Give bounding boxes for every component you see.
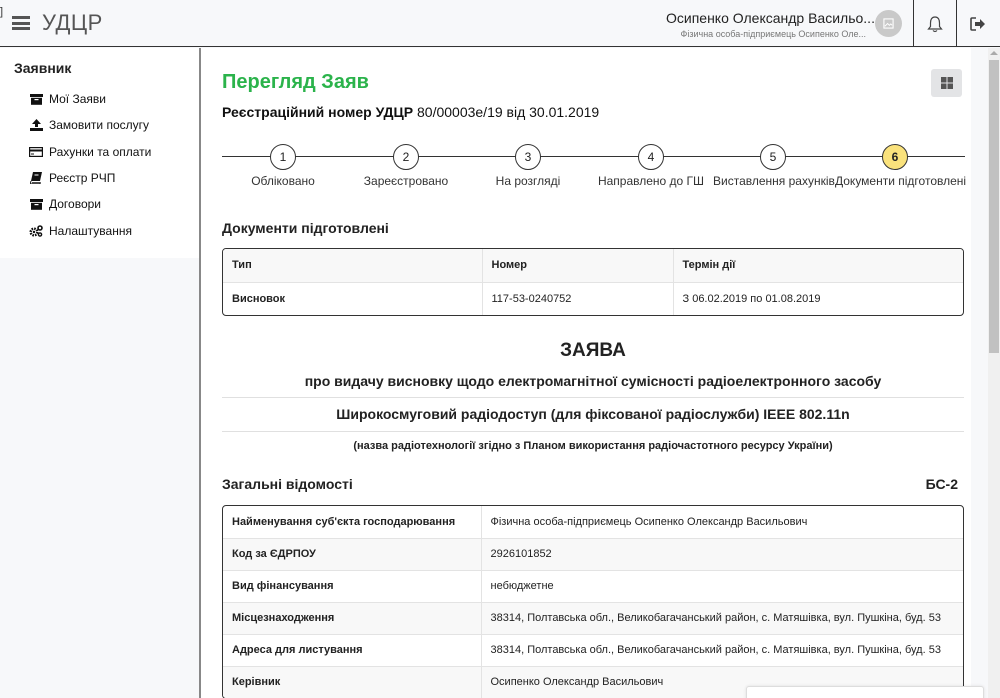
step-1[interactable] bbox=[223, 144, 343, 188]
notifications-button[interactable] bbox=[913, 0, 956, 47]
reg-org: УДЦР bbox=[375, 104, 414, 120]
divider bbox=[222, 431, 964, 432]
grid-icon bbox=[941, 77, 953, 89]
technology-name: Широкосмуговий радіодоступ (для фіксованої радіослужби) IEEE 802.11n bbox=[336, 406, 850, 422]
step-label: Обліковано bbox=[251, 174, 315, 188]
step-label: Направлено до ГШ bbox=[597, 174, 705, 188]
sign-out-icon bbox=[970, 17, 986, 31]
general-info-table bbox=[222, 505, 964, 698]
general-info-title: Загальні відомості bbox=[222, 476, 353, 492]
step-label: Документи підготовлені bbox=[835, 174, 967, 188]
user-subtitle: Фізична особа-підприємець Осипенко Оле... bbox=[680, 29, 866, 39]
table-row bbox=[223, 602, 963, 634]
step-number: 3 bbox=[515, 144, 541, 170]
archive-icon bbox=[29, 93, 43, 105]
credit-card-icon bbox=[29, 146, 43, 158]
corner-mark: ] bbox=[0, 6, 4, 18]
sidebar bbox=[0, 48, 200, 258]
field-label: Адреса для листування bbox=[223, 634, 481, 666]
form-code: БС-2 bbox=[925, 476, 958, 492]
logout-button[interactable] bbox=[956, 0, 999, 47]
doc-number: 117-53-0240752 bbox=[482, 282, 673, 315]
sidebar-item-label: Рахунки та оплати bbox=[49, 144, 152, 159]
scroll-thumb[interactable] bbox=[989, 60, 999, 353]
avatar[interactable] bbox=[875, 10, 902, 37]
documents-table bbox=[222, 248, 964, 316]
field-label: Код за ЄДРПОУ bbox=[223, 538, 481, 570]
hamburger-icon-bar bbox=[12, 22, 30, 25]
sidebar-title: Заявник bbox=[14, 60, 72, 76]
step-number: 4 bbox=[638, 144, 664, 170]
page-title: Перегляд Заяв bbox=[222, 71, 369, 93]
column-header: Номер bbox=[482, 249, 673, 282]
sidebar-item-registry[interactable] bbox=[0, 165, 199, 191]
step-number: 2 bbox=[393, 144, 419, 170]
archive-icon bbox=[29, 198, 43, 210]
step-label: Зареєстровано bbox=[363, 174, 449, 188]
table-row bbox=[223, 538, 963, 570]
sidebar-item-label: Реєстр РЧП bbox=[49, 171, 116, 186]
bell-icon bbox=[927, 15, 943, 33]
documents-title: Документи підготовлені bbox=[222, 220, 389, 236]
table-row bbox=[223, 634, 963, 666]
field-value: 38314, Полтавська обл., Великобагачанський район, с. Матяшівка, вул. Пушкіна, буд. 53 bbox=[481, 602, 963, 634]
grid-view-button[interactable] bbox=[931, 69, 962, 97]
sidebar-item-invoices[interactable] bbox=[0, 139, 199, 165]
sidebar-item-label: Налаштування bbox=[49, 223, 132, 238]
book-icon bbox=[29, 172, 43, 184]
page-scrollbar[interactable] bbox=[988, 48, 1000, 698]
field-label: Керівник bbox=[223, 666, 481, 698]
field-label: Вид фінансування bbox=[223, 570, 481, 602]
doc-type: Висновок bbox=[232, 292, 286, 305]
app-title[interactable]: УДЦР bbox=[42, 10, 103, 35]
step-2[interactable] bbox=[346, 144, 466, 188]
registration-number bbox=[222, 104, 599, 120]
reg-prefix: Реєстраційний номер bbox=[222, 104, 372, 120]
sidebar-menu bbox=[0, 86, 199, 244]
menu-toggle-button[interactable] bbox=[12, 16, 30, 30]
sidebar-item-label: Мої Заяви bbox=[49, 92, 106, 107]
upload-icon bbox=[29, 119, 43, 131]
step-3[interactable] bbox=[468, 144, 588, 188]
column-header: Термін дії bbox=[673, 249, 963, 282]
hamburger-icon-bar bbox=[12, 27, 30, 30]
scroll-up-arrow-icon[interactable] bbox=[990, 51, 998, 55]
main-content bbox=[201, 48, 971, 698]
application-heading: ЗАЯВА bbox=[560, 340, 626, 361]
table-row bbox=[223, 570, 963, 602]
column-header: Тип bbox=[223, 249, 482, 282]
sidebar-item-contracts[interactable] bbox=[0, 191, 199, 217]
application-subheading: про видачу висновку щодо електромагнітної сумісності радіоелектронного засобу bbox=[304, 373, 882, 389]
sidebar-item-label: Замовити послугу bbox=[49, 118, 150, 133]
table-row bbox=[223, 506, 963, 538]
field-value: Фізична особа-підприємець Осипенко Олександр Васильович bbox=[481, 506, 963, 538]
step-6[interactable] bbox=[835, 144, 967, 188]
field-value: Осипенко Олександр Васильович bbox=[481, 666, 963, 698]
user-name: Осипенко Олександр Васильо... bbox=[666, 10, 875, 26]
step-4[interactable] bbox=[591, 144, 711, 188]
step-label: Виставлення рахунків bbox=[713, 174, 835, 188]
sidebar-item-order-service[interactable] bbox=[0, 112, 199, 138]
step-number: 1 bbox=[270, 144, 296, 170]
user-profile[interactable] bbox=[666, 10, 875, 39]
status-stepper bbox=[222, 144, 965, 194]
gears-icon bbox=[29, 225, 43, 237]
step-label: На розгляді bbox=[495, 174, 561, 188]
step-number: 5 bbox=[760, 144, 786, 170]
table-header-row bbox=[223, 249, 963, 282]
doc-validity: З 06.02.2019 по 01.08.2019 bbox=[673, 282, 963, 315]
image-placeholder-icon bbox=[883, 18, 894, 29]
field-value: небюджетне bbox=[481, 570, 963, 602]
divider bbox=[222, 397, 964, 398]
sidebar-item-label: Договори bbox=[49, 197, 102, 212]
table-row[interactable] bbox=[223, 282, 963, 315]
technology-caption: (назва радіотехнології згідно з Планом використання радіочастотного ресурсу України) bbox=[353, 440, 833, 452]
field-value: 38314, Полтавська обл., Великобагачанський район, с. Матяшівка, вул. Пушкіна, буд. 53 bbox=[481, 634, 963, 666]
reg-number: 80/00003е/19 від 30.01.2019 bbox=[417, 104, 600, 120]
field-value: 2926101852 bbox=[481, 538, 963, 570]
hamburger-icon-bar bbox=[12, 16, 30, 19]
chat-popup[interactable] bbox=[746, 686, 984, 698]
field-label: Місцезнаходження bbox=[223, 602, 481, 634]
top-header bbox=[0, 0, 1000, 47]
field-label: Найменування суб'єкта господарювання bbox=[223, 506, 481, 538]
sidebar-item-my-applications[interactable] bbox=[0, 86, 199, 112]
step-number-active: 6 bbox=[882, 144, 908, 170]
sidebar-item-settings[interactable] bbox=[0, 217, 199, 243]
step-5[interactable] bbox=[713, 144, 833, 188]
